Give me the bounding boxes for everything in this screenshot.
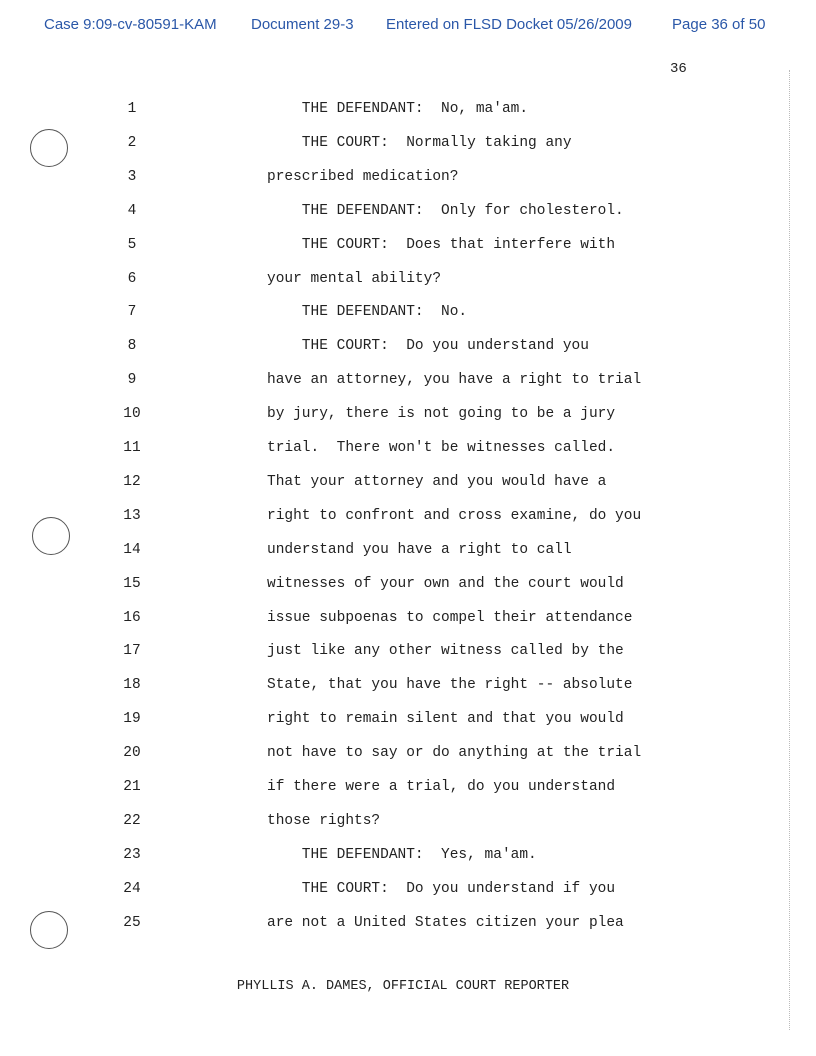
line-text: State, that you have the right -- absolute <box>267 677 633 694</box>
transcript-line <box>0 474 816 494</box>
line-number: 16 <box>123 609 141 626</box>
line-number: 15 <box>123 575 141 592</box>
line-text: not have to say or do anything at the trial <box>267 745 642 762</box>
line-text: if there were a trial, do you understand <box>267 779 616 795</box>
court-reporter-footer <box>0 979 816 994</box>
line-number: 7 <box>127 304 137 321</box>
line-text: your mental ability? <box>267 270 442 287</box>
transcript-line <box>0 271 816 291</box>
transcript-line <box>0 406 816 426</box>
line-number: 18 <box>123 677 141 694</box>
line-number: 20 <box>123 745 141 762</box>
line-text: witnesses of your own and the court would <box>267 575 624 592</box>
transcript-page-number: 36 <box>670 61 687 77</box>
line-text: THE DEFENDANT: No, ma'am. <box>267 101 529 117</box>
line-number: 10 <box>123 406 141 423</box>
case-number: Case 9:09-cv-80591-KAM <box>44 16 217 33</box>
transcript-line <box>0 677 816 697</box>
transcript-line <box>0 304 816 324</box>
line-number: 25 <box>123 914 141 931</box>
line-number: 23 <box>123 846 141 863</box>
transcript-line <box>0 237 816 257</box>
line-number: 14 <box>123 541 141 558</box>
line-text: by jury, there is not going to be a jury <box>267 406 616 423</box>
transcript-line <box>0 203 816 223</box>
line-text: issue subpoenas to compel their attendance <box>267 609 633 626</box>
line-number: 11 <box>123 440 141 456</box>
transcript-line <box>0 508 816 528</box>
line-text: prescribed medication? <box>267 168 459 185</box>
line-number: 5 <box>127 236 137 253</box>
line-number: 3 <box>127 168 137 185</box>
line-number: 13 <box>123 507 141 524</box>
line-text: are not a United States citizen your plea <box>267 914 624 931</box>
docket-entry-date: Entered on FLSD Docket 05/26/2009 <box>386 16 632 33</box>
line-text: THE COURT: Normally taking any <box>267 134 572 151</box>
transcript-line <box>0 745 816 765</box>
line-text: That your attorney and you would have a <box>267 473 607 490</box>
line-number: 17 <box>123 643 141 660</box>
transcript-line <box>0 915 816 935</box>
transcript-line <box>0 101 816 121</box>
line-number: 12 <box>123 473 141 490</box>
line-text: understand you have a right to call <box>267 541 572 558</box>
line-text: THE COURT: Does that interfere with <box>267 236 616 253</box>
transcript-line <box>0 135 816 155</box>
line-text: those rights? <box>267 812 381 829</box>
line-text: THE COURT: Do you understand you <box>267 338 589 355</box>
transcript-line <box>0 610 816 630</box>
document-number: Document 29-3 <box>251 16 354 33</box>
line-number: 9 <box>127 372 137 389</box>
line-number: 21 <box>123 779 141 795</box>
transcript-line <box>0 372 816 392</box>
transcript-line <box>0 338 816 358</box>
line-number: 8 <box>127 338 137 355</box>
page-indicator: Page 36 of 50 <box>672 16 766 33</box>
transcript-line <box>0 779 816 799</box>
line-number: 19 <box>123 711 141 728</box>
line-number: 1 <box>127 101 137 117</box>
transcript-line <box>0 542 816 562</box>
line-text: THE COURT: Do you understand if you <box>267 880 616 897</box>
transcript-line <box>0 169 816 189</box>
line-number: 6 <box>127 270 137 287</box>
line-number: 22 <box>123 812 141 829</box>
line-text: just like any other witness called by the <box>267 643 624 660</box>
transcript-line <box>0 711 816 731</box>
line-text: THE DEFENDANT: Yes, ma'am. <box>267 846 537 863</box>
line-number: 24 <box>123 880 141 897</box>
line-text: THE DEFENDANT: No. <box>267 304 468 321</box>
line-text: trial. There won't be witnesses called. <box>267 440 616 456</box>
line-number: 4 <box>127 202 137 219</box>
transcript-line <box>0 440 816 460</box>
line-text: THE DEFENDANT: Only for cholesterol. <box>267 202 624 219</box>
line-text: right to remain silent and that you would <box>267 711 624 728</box>
transcript-line <box>0 813 816 833</box>
line-number: 2 <box>127 134 137 151</box>
line-text: have an attorney, you have a right to trial <box>267 372 642 389</box>
line-text: right to confront and cross examine, do you <box>267 507 642 524</box>
docket-header <box>44 16 784 36</box>
transcript-line <box>0 881 816 901</box>
transcript-line <box>0 643 816 663</box>
transcript-line <box>0 576 816 596</box>
footer-text: PHYLLIS A. DAMES, OFFICIAL COURT REPORTER <box>236 979 570 994</box>
transcript-line <box>0 847 816 867</box>
